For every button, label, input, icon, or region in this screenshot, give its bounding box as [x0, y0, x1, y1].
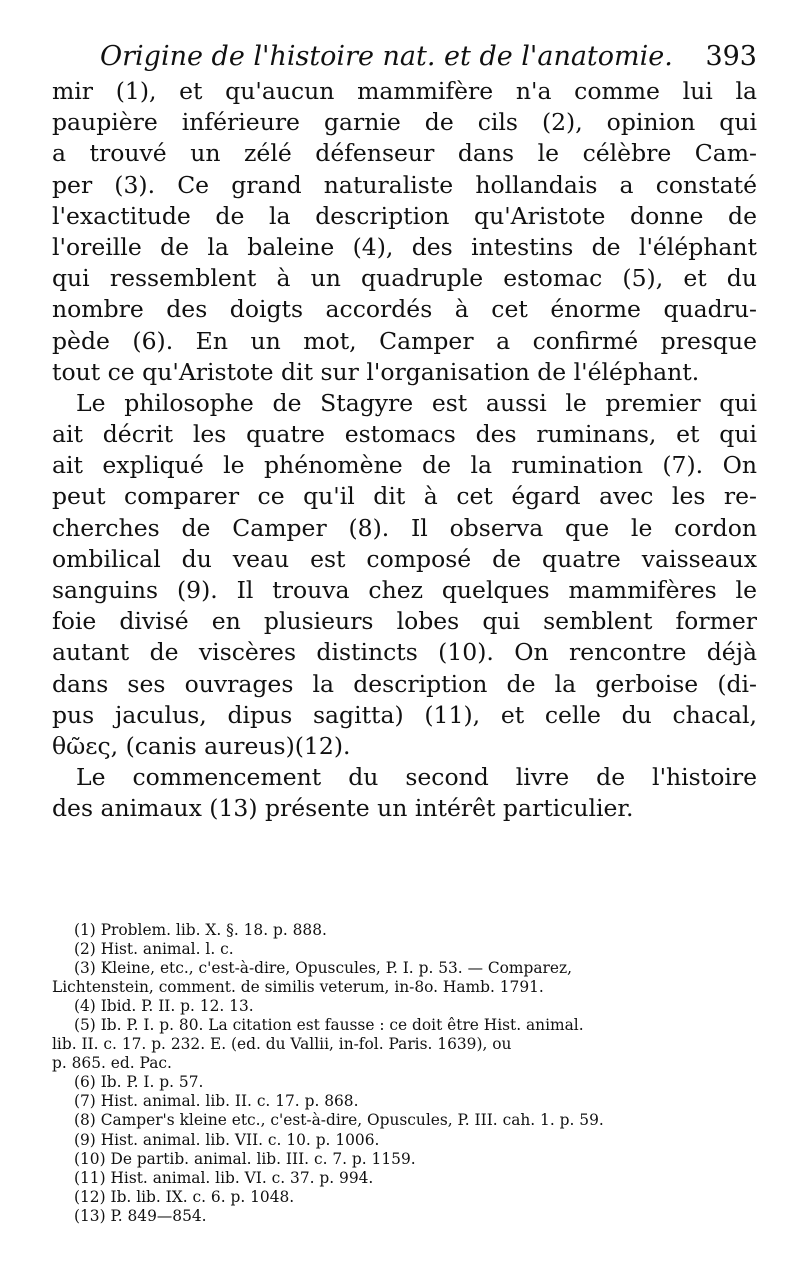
text-line: tout ce qu'Aristote dit sur l'organisation de l'éléphant. [52, 357, 700, 386]
footnotes [52, 921, 757, 1227]
footnote: (6) Ib. P. I. p. 57. [74, 1073, 204, 1092]
text-line: Le commencement du second livre de l'histoire [76, 763, 757, 792]
running-head [100, 40, 757, 74]
text-line: paupière inférieure garnie de cils (2), opinion qui [52, 108, 757, 137]
footnote: (7) Hist. animal. lib. II. c. 17. p. 868. [74, 1092, 359, 1111]
text-line: foie divisé en plusieurs lobes qui semblent former [52, 607, 757, 636]
book-page [52, 40, 757, 1240]
text-line: sanguins (9). Il trouva chez quelques mammifères le [52, 576, 757, 604]
footnote: (3) Kleine, etc., c'est-à-dire, Opuscules, P. I. p. 53. — Comparez, [74, 958, 573, 977]
paragraph [52, 762, 757, 824]
paragraph [52, 76, 757, 388]
running-head-title: Origine de l'histoire nat. et de l'anatomie. [100, 41, 673, 72]
text-line: pède (6). En un mot, Camper a confirmé presque [52, 326, 757, 355]
footnote-separator-space [52, 825, 757, 921]
text-line: a trouvé un zélé défenseur dans le célèbre Cam- [52, 139, 757, 168]
footnote-continuation: p. 865. ed. Pac. [52, 1054, 172, 1073]
text-line: mir (1), et qu'aucun mammifère n'a comme lui la [52, 77, 757, 105]
footnote: (2) Hist. animal. l. c. [74, 939, 234, 958]
footnote: (1) Problem. lib. X. §. 18. p. 888. [74, 920, 327, 939]
text-line: θῶες, (canis aureus)(12). [52, 731, 351, 760]
footnote: (10) De partib. animal. lib. III. c. 7. p. 1159. [74, 1149, 416, 1168]
text-line: Le philosophe de Stagyre est aussi le premier qui [76, 388, 757, 417]
text-line: dans ses ouvrages la description de la gerboise (di- [52, 669, 757, 698]
text-line: per (3). Ce grand naturaliste hollandais a constaté [52, 170, 757, 199]
footnote: (13) P. 849—854. [74, 1206, 207, 1225]
text-line: ombilical du veau est composé de quatre vaisseaux [52, 544, 757, 573]
text-line: ait expliqué le phénomène de la rumination (7). On [52, 451, 757, 480]
text-line: ait décrit les quatre estomacs des ruminans, et qui [52, 420, 757, 449]
text-line: peut comparer ce qu'il dit à cet égard avec les re- [52, 482, 757, 511]
text-line: pus jaculus, dipus sagitta) (11), et celle du chacal, [52, 700, 757, 729]
footnote: (5) Ib. P. I. p. 80. La citation est fausse : ce doit être Hist. animal. [74, 1015, 584, 1034]
paragraph [52, 388, 757, 762]
footnote: (11) Hist. animal. lib. VI. c. 37. p. 994. [74, 1168, 374, 1187]
page-number: 393 [705, 41, 757, 72]
text-line: l'oreille de la baleine (4), des intestins de l'éléphant [52, 232, 757, 261]
footnote-continuation: lib. II. c. 17. p. 232. E. (ed. du Vallii, in-fol. Paris. 1639), ou [52, 1035, 512, 1054]
text-line: l'exactitude de la description qu'Aristote donne de [52, 201, 757, 230]
footnote-continuation: Lichtenstein, comment. de similis veterum, in-8o. Hamb. 1791. [52, 977, 544, 996]
text-line: nombre des doigts accordés à cet énorme quadru- [52, 295, 757, 324]
footnote: (4) Ibid. P. II. p. 12. 13. [74, 996, 254, 1015]
text-line: autant de viscères distincts (10). On rencontre déjà [52, 638, 757, 667]
footnote: (9) Hist. animal. lib. VII. c. 10. p. 1006. [74, 1130, 380, 1149]
text-line: cherches de Camper (8). Il observa que le cordon [52, 513, 757, 542]
body-text [52, 76, 757, 825]
footnote: (8) Camper's kleine etc., c'est-à-dire, Opuscules, P. III. cah. 1. p. 59. [74, 1111, 604, 1130]
footnote: (12) Ib. lib. IX. c. 6. p. 1048. [74, 1187, 295, 1206]
text-line: qui ressemblent à un quadruple estomac (5), et du [52, 264, 757, 293]
text-line: des animaux (13) présente un intérêt particulier. [52, 794, 634, 823]
